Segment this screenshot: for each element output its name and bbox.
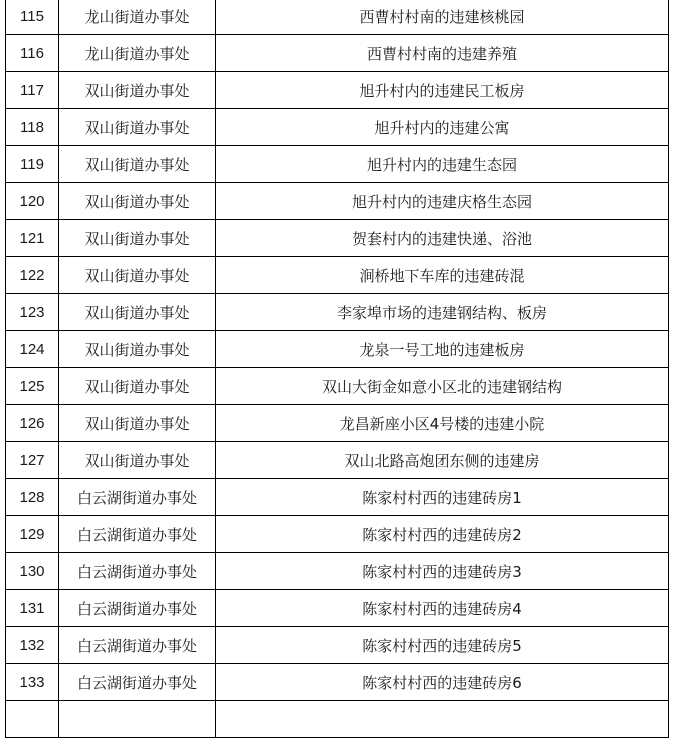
description-cell: 陈家村村西的违建砖房2 xyxy=(216,516,669,553)
row-number-cell: 124 xyxy=(6,331,59,368)
description-cell: 西曹村村南的违建养殖 xyxy=(216,35,669,72)
table-row xyxy=(6,331,669,368)
office-cell: 白云湖街道办事处 xyxy=(59,664,216,701)
row-number-cell: 131 xyxy=(6,590,59,627)
table-row xyxy=(6,516,669,553)
row-number-cell: 133 xyxy=(6,664,59,701)
description-cell: 陈家村村西的违建砖房6 xyxy=(216,664,669,701)
row-number-cell: 128 xyxy=(6,479,59,516)
office-cell: 双山街道办事处 xyxy=(59,294,216,331)
description-cell: 贺套村内的违建快递、浴池 xyxy=(216,220,669,257)
table-row xyxy=(6,442,669,479)
office-cell: 白云湖街道办事处 xyxy=(59,479,216,516)
office-cell: 白云湖街道办事处 xyxy=(59,590,216,627)
description-cell: 陈家村村西的违建砖房4 xyxy=(216,590,669,627)
row-number-cell: 119 xyxy=(6,146,59,183)
row-number-cell: 129 xyxy=(6,516,59,553)
description-cell: 双山北路高炮团东侧的违建房 xyxy=(216,442,669,479)
office-cell: 双山街道办事处 xyxy=(59,331,216,368)
table-row xyxy=(6,72,669,109)
description-cell: 旭升村内的违建公寓 xyxy=(216,109,669,146)
table-row xyxy=(6,109,669,146)
office-cell: 双山街道办事处 xyxy=(59,146,216,183)
table-row xyxy=(6,35,669,72)
table-row xyxy=(6,220,669,257)
row-number-cell: 125 xyxy=(6,368,59,405)
office-cell: 白云湖街道办事处 xyxy=(59,516,216,553)
description-cell: 涧桥地下车库的违建砖混 xyxy=(216,257,669,294)
row-number-cell: 115 xyxy=(6,0,59,35)
description-cell: 龙泉一号工地的违建板房 xyxy=(216,331,669,368)
row-number-cell: 117 xyxy=(6,72,59,109)
row-number-cell: 118 xyxy=(6,109,59,146)
row-number-cell: 123 xyxy=(6,294,59,331)
table-row xyxy=(6,590,669,627)
description-cell: 陈家村村西的违建砖房3 xyxy=(216,553,669,590)
office-cell: 双山街道办事处 xyxy=(59,405,216,442)
table-row xyxy=(6,405,669,442)
description-cell xyxy=(216,701,669,738)
description-cell: 李家埠市场的违建钢结构、板房 xyxy=(216,294,669,331)
office-cell: 双山街道办事处 xyxy=(59,183,216,220)
office-cell: 双山街道办事处 xyxy=(59,257,216,294)
row-number-cell: 127 xyxy=(6,442,59,479)
description-cell: 旭升村内的违建民工板房 xyxy=(216,72,669,109)
office-cell: 双山街道办事处 xyxy=(59,72,216,109)
description-cell: 双山大街金如意小区北的违建钢结构 xyxy=(216,368,669,405)
table-row xyxy=(6,479,669,516)
office-cell: 白云湖街道办事处 xyxy=(59,627,216,664)
row-number-cell: 126 xyxy=(6,405,59,442)
table-row xyxy=(6,294,669,331)
table-row xyxy=(6,0,669,35)
table-row xyxy=(6,627,669,664)
row-number-cell: 116 xyxy=(6,35,59,72)
table-row xyxy=(6,664,669,701)
office-cell: 双山街道办事处 xyxy=(59,368,216,405)
office-cell: 双山街道办事处 xyxy=(59,109,216,146)
row-number-cell: 132 xyxy=(6,627,59,664)
office-cell: 龙山街道办事处 xyxy=(59,35,216,72)
table-body xyxy=(6,0,669,738)
description-cell: 旭升村内的违建生态园 xyxy=(216,146,669,183)
table-row xyxy=(6,368,669,405)
description-cell: 西曹村村南的违建核桃园 xyxy=(216,0,669,35)
description-cell: 陈家村村西的违建砖房5 xyxy=(216,627,669,664)
table-row xyxy=(6,701,669,738)
description-cell: 龙昌新座小区4号楼的违建小院 xyxy=(216,405,669,442)
row-number-cell xyxy=(6,701,59,738)
table-row xyxy=(6,183,669,220)
row-number-cell: 121 xyxy=(6,220,59,257)
row-number-cell: 130 xyxy=(6,553,59,590)
row-number-cell: 120 xyxy=(6,183,59,220)
row-number-cell: 122 xyxy=(6,257,59,294)
description-cell: 陈家村村西的违建砖房1 xyxy=(216,479,669,516)
office-cell: 双山街道办事处 xyxy=(59,442,216,479)
office-cell xyxy=(59,701,216,738)
office-cell: 龙山街道办事处 xyxy=(59,0,216,35)
table-row xyxy=(6,257,669,294)
table-row xyxy=(6,146,669,183)
table-row xyxy=(6,553,669,590)
office-cell: 白云湖街道办事处 xyxy=(59,553,216,590)
description-cell: 旭升村内的违建庆格生态园 xyxy=(216,183,669,220)
office-cell: 双山街道办事处 xyxy=(59,220,216,257)
violation-table xyxy=(5,0,669,738)
